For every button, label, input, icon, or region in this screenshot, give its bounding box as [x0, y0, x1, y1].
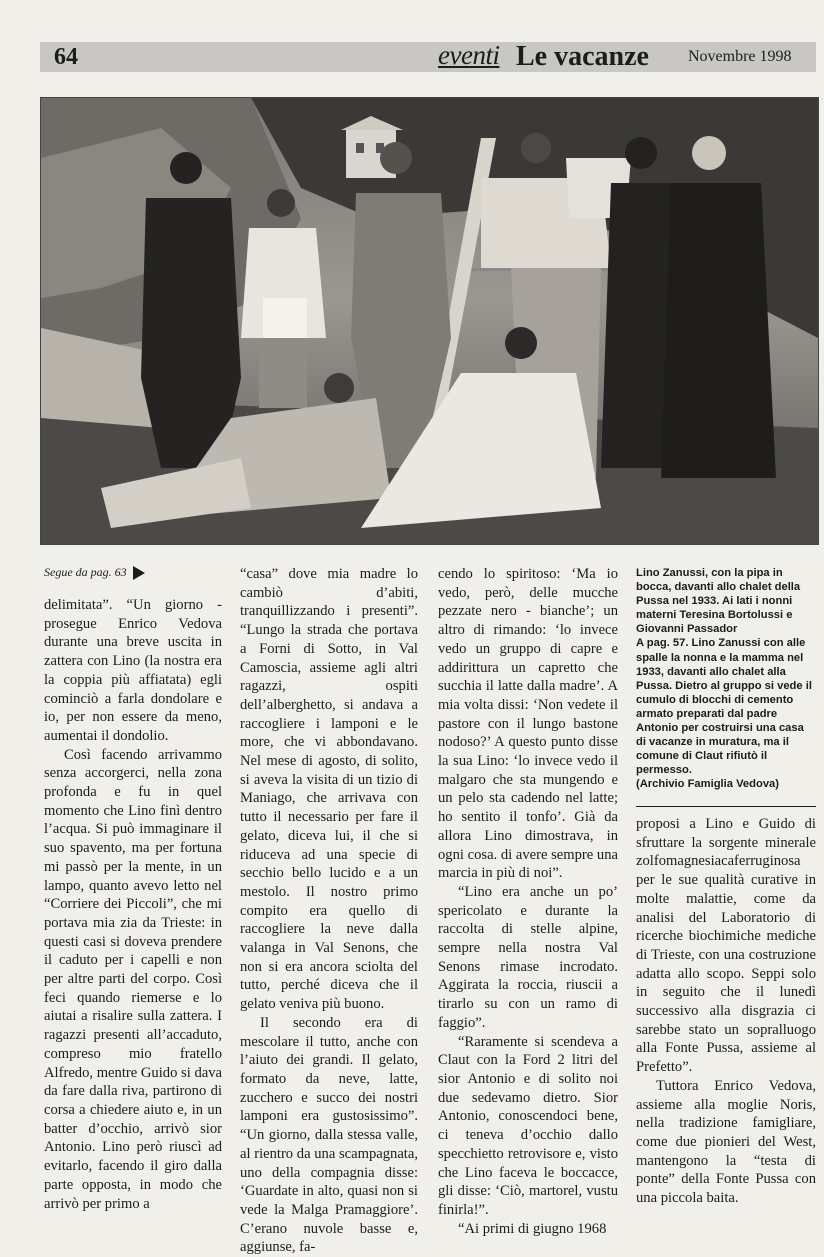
continued-from-note: [44, 565, 145, 580]
section-title: Le vacanze: [516, 41, 649, 72]
paragraph: proposi a Lino e Guido di sfruttare la sorgente minerale zolfomagnesiacaferruginosa per le sue qualità curative in molte malattie, come da analisi del Laboratorio di ricerche biochimiche mediche di Trieste, con una costruzione adatta allo scopo. Seppi solo in seguito che il lunedì successivo alla disgrazia ci sarebbe stato un sopralluogo alla Fonte Pussa, assieme al Prefetto”.: [636, 816, 816, 1076]
paragraph: “casa” dove mia madre lo cambiò d’abiti, tranquillizzando i presenti”. “Lungo la strada che portava a Forni di Sotto, in Val Camoscia, assieme agli altri ragazzi, ospiti dell’alberghetto, si andava a raccogliere i lamponi e le more, che vi abbondavano. Nel mese di agosto, di solito, si aveva la visita di un tizio di Maniago, che arrivava con tutto il necessario per fare il gelato, diceva lui, il che si riduceva ad una specie di secchio bello lucido e a un mestolo. Il nostro primo compito era quello di raccogliere la neve dalla valanga in Val Senons, che non si era ancora sciolta del tutto, perché diceva che il gelato veniva più buono.: [240, 566, 418, 1013]
article-column-3: [438, 565, 618, 1237]
issue-date: Novembre 1998: [688, 48, 792, 65]
caption-paragraph: Lino Zanussi, con la pipa in bocca, davanti allo chalet della Pussa nel 1933. Ai lati i nonni materni Teresina Bortolussi e Giovanni Passador: [636, 567, 801, 636]
article-column-2: [240, 565, 418, 1256]
paragraph: delimitata”. “Un giorno - prosegue Enrico Vedova durante una breve uscita in zattera con Lino (la nostra era la coppia più affiatata) egli cominciò a farla dondolare e io, per non essere da meno, aumentai il dondolio.: [44, 597, 222, 744]
paragraph: “Lino era anche un po’ spericolato e durante la raccolta di stelle alpine, sempre nella nostra Val Senons rimase incrodato. Aggirata la roccia, riuscii a tirarlo su con un ramo di faggio”.: [438, 883, 618, 1031]
photo-illustration: [41, 98, 818, 544]
continued-from-text: Segue da pag. 63: [44, 565, 127, 579]
caption-divider: [636, 806, 816, 807]
article-column-1: [44, 596, 222, 1212]
paragraph: “Raramente si scendeva a Claut con la Ford 2 litri del sior Antonio e di solito noi due sedevamo dietro. Sior Antonio, conoscendoci bene, ci teneva d’occhio dallo specchietto retrovisore e, visto che Lino faceva le boccacce, gli disse: ‘Ciò, martorel, vustu finirla!”.: [438, 1033, 618, 1218]
paragraph: Così facendo arrivammo senza accorgerci, nella zona profonda e fu in quel momento che Lino finì dentro l’acqua. Si può immaginare il suo spavento, ma per fortuna mi passò per la mente, in un lampo, quanto avevo letto nel “Corriere dei Piccoli”, che mi portava mia zia da Trieste: in questi casi si doveva prendere il caduto per i capelli e non per altre parti del corpo. Così feci quando riemerse e lo aiutai a risalire sulla zattera. I ragazzi presenti all’accaduto, compreso mio fratello Alfredo, mentre Guido si dava da fare dalla riva, partirono di corsa a chiedere aiuto e, in un batter d’occhio, arrivò sior Antonio. Lino però riuscì ad evitarlo, facendo il giro dalla parte opposta, in modo che arrivò per primo a: [44, 746, 222, 1212]
article-column-4: [636, 815, 816, 1207]
paragraph: “Ai primi di giugno 1968: [458, 1220, 607, 1237]
section-name: eventi: [438, 40, 500, 70]
paragraph: Il secondo era di mescolare il tutto, anche con l’aiuto dei grandi. Il gelato, formato da neve, latte, zucchero e succo dei nostri lamponi era gustosissimo”. “Un giorno, dalla stessa valle, al rientro da una scampagnata, uno della compagnia disse: ‘Guardate in alto, quasi non si vede la Malga Pramaggiore’. C’erano nuvole basse e, aggiunse, fa-: [240, 1014, 418, 1256]
photo-caption: [636, 566, 816, 802]
page-header: [40, 42, 816, 72]
paragraph: cendo lo spiritoso: ‘Ma io vedo, però, delle mucche pezzate nero - bianche’; un altro di rimando: ‘lo invece vedo un gruppo di capre e addirittura un capretto che succhia il latte dalla madre’. A mia volta dissi: ‘Non vedete il pastore con il lungo bastone nodoso?’ A questo punto disse la sua Lino: ‘lo invece vedo il malgaro che sta mungendo e un pelo sta cadendo nel latte; ho sentito il tonfo’. Già da allora Lino dimostrava, in ogni cosa. di avere sempre una marcia in più di noi”.: [438, 566, 618, 882]
group-photo: [40, 97, 819, 545]
caption-credit: (Archivio Famiglia Vedova): [636, 778, 779, 791]
page-number: 64: [54, 44, 78, 70]
play-arrow-icon: [133, 566, 145, 580]
paragraph: Tuttora Enrico Vedova, assieme alla moglie Noris, nella tradizione famigliare, come due pionieri del West, mantengono la “testa di ponte” della Fonte Pussa con una piccola baita.: [636, 1077, 816, 1207]
caption-paragraph: A pag. 57. Lino Zanussi con alle spalle la nonna e la mamma nel 1933, davanti allo chalet alla Pussa. Dietro al gruppo si vede il cumulo di blocchi di cemento armato preparati dal padre Antonio per costruirsi una casa di vacanze in muratura, ma il comune di Claut rifiutò il permesso.: [636, 637, 812, 777]
